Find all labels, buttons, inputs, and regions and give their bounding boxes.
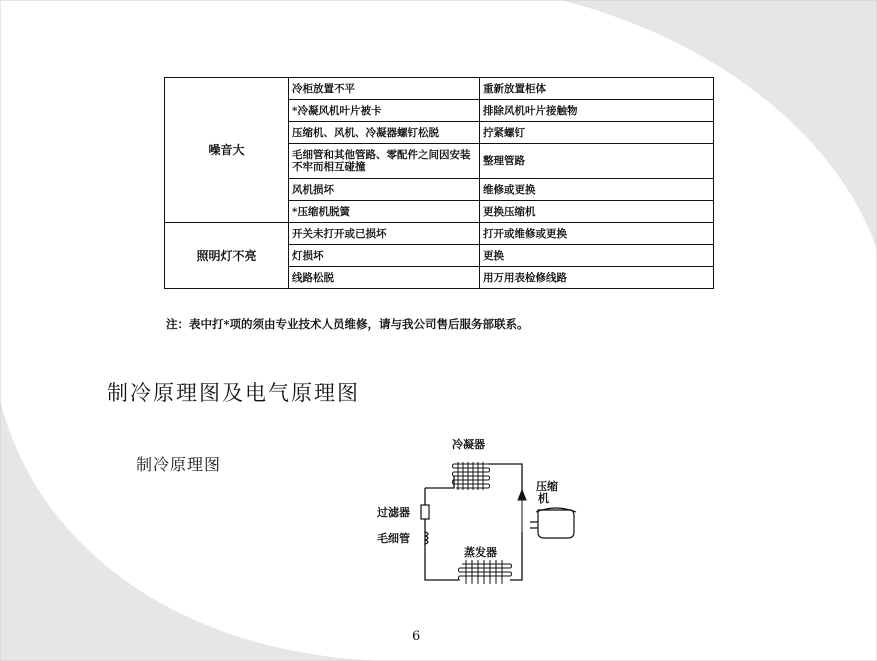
problem-cell: 噪音大 [165, 78, 289, 223]
cause-cell: 线路松脱 [289, 267, 480, 289]
remedy-cell: 重新放置柜体 [480, 78, 714, 100]
table-note: 注：表中打*项的须由专业技术人员维修，请与我公司售后服务部联系。 [166, 317, 529, 331]
condenser-coil [453, 462, 490, 490]
sub-title: 制冷原理图 [136, 455, 222, 474]
flow-arrow [518, 490, 526, 532]
cause-cell: *压缩机脱簧 [289, 201, 480, 223]
cause-cell: *冷凝风机叶片被卡 [289, 100, 480, 122]
section-title: 制冷原理图及电气原理图 [107, 381, 360, 405]
filter-shape [421, 505, 429, 519]
filter-label: 过滤器 [377, 506, 410, 519]
compressor-label-line1: 压缩 [536, 480, 558, 493]
remedy-cell: 整理管路 [480, 144, 714, 179]
remedy-cell: 拧紧螺钉 [480, 122, 714, 144]
page-number: 6 [412, 629, 421, 644]
problem-cell: 照明灯不亮 [165, 223, 289, 289]
cause-cell: 毛细管和其他管路、零配件之间因安装不牢而相互碰撞 [289, 144, 480, 179]
refrigeration-diagram [370, 432, 590, 602]
remedy-cell: 更换压缩机 [480, 201, 714, 223]
evaporator-label: 蒸发器 [464, 546, 497, 559]
remedy-cell: 维修或更换 [480, 179, 714, 201]
evaporator-coil [458, 560, 512, 584]
capillary-label: 毛细管 [377, 532, 410, 545]
remedy-cell: 更换 [480, 245, 714, 267]
troubleshooting-table [164, 77, 714, 289]
cause-cell: 压缩机、风机、冷凝器螺钉松脱 [289, 122, 480, 144]
compressor-label-line2: 机 [538, 492, 549, 505]
cause-cell: 开关未打开或已损坏 [289, 223, 480, 245]
cause-cell: 灯损坏 [289, 245, 480, 267]
remedy-cell: 排除风机叶片接触物 [480, 100, 714, 122]
cause-cell: 风机损坏 [289, 179, 480, 201]
compressor-shape [530, 508, 576, 538]
remedy-cell: 用万用表检修线路 [480, 267, 714, 289]
cause-cell: 冷柜放置不平 [289, 78, 480, 100]
remedy-cell: 打开或维修或更换 [480, 223, 714, 245]
condenser-label: 冷凝器 [452, 438, 485, 451]
